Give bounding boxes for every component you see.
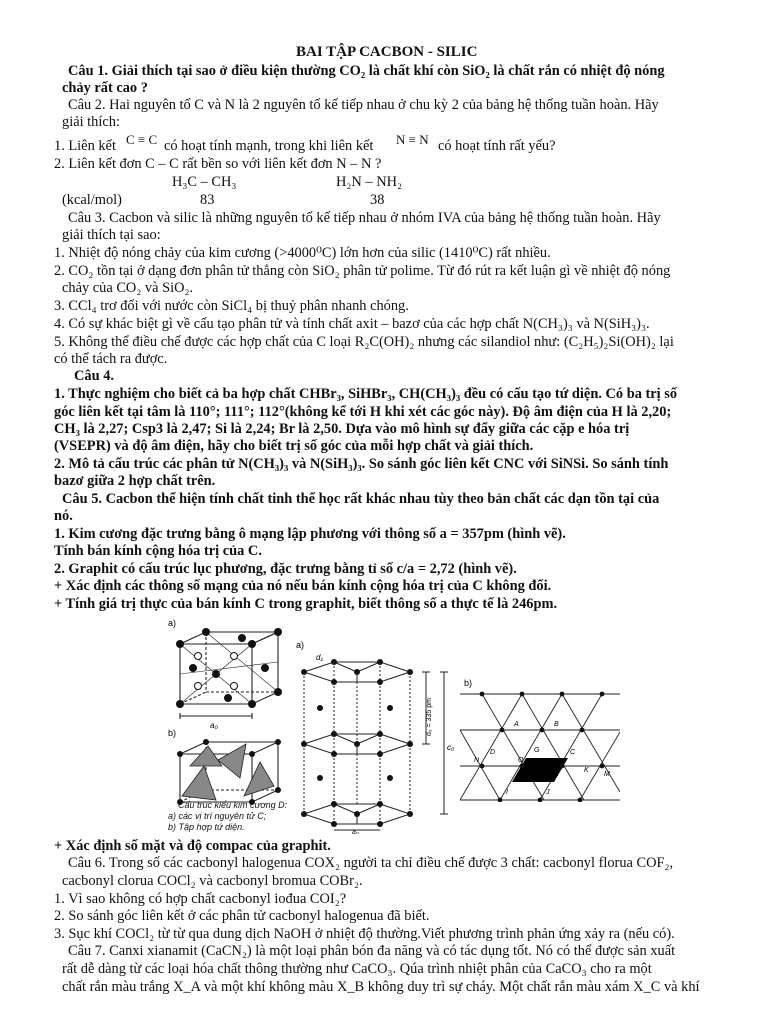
- diamond-structure-figure: [160, 616, 290, 834]
- question-7-line-1: Câu 7. Canxi xianamit (CaCN₂) là một loại phân bón đa năng và có tác dụng tốt. Nó có thể được sản xuất: [68, 943, 676, 959]
- triple-bond-cc-formula: C ≡ C: [126, 132, 158, 147]
- graphite-layer-plan-figure: [460, 672, 620, 802]
- question-6-line-2: cacbonyl clorua COCl₂ và cacbonyl bromua COBr₂.: [62, 873, 363, 889]
- ethane-bond-energy: 83: [200, 192, 215, 208]
- question-4-item-2-line-2: bazơ giữa 2 hợp chất trên.: [54, 473, 216, 489]
- question-3-item-5-line-2: có thể tách ra được.: [54, 351, 168, 367]
- graphite-label-a0: a₀: [352, 829, 359, 834]
- question-3-item-2-line-1: 2. CO₂ tồn tại ở dạng đơn phân tử thẳng còn SiO₂ phân tử polime. Từ đó rút ra kết luận gì về nhiệt độ nóng: [54, 263, 671, 279]
- graphite-plan-label-I: I: [506, 789, 508, 796]
- question-1-line-2: chảy rất cao ?: [62, 80, 148, 96]
- graphite-label-d1: d₁: [316, 653, 323, 662]
- question-3-item-3: 3. CCl₄ trơ đối với nước còn SiCl₄ bị thuỷ phân nhanh chóng.: [54, 298, 409, 314]
- question-2-item-1-end: có hoạt tính rất yếu?: [438, 138, 556, 154]
- question-5-item-2-task-3: + Xác định số mặt và độ compac của graphit.: [54, 838, 331, 854]
- question-5-line-2: nó.: [54, 508, 73, 524]
- graphite-layer-plan-drawing: [460, 672, 620, 802]
- question-3-item-5-line-1: 5. Không thể điều chế được các hợp chất của C loại R₂C(OH)₂ nhưng các silandiol như: (C₂H₅)₂Si(OH)₂ lại: [54, 334, 674, 350]
- question-5-item-1-task: Tính bán kính cộng hóa trị của C.: [54, 543, 262, 559]
- diamond-label-a0: a₀: [210, 721, 218, 730]
- question-4-item-1-line-3: CH₃ là 2,27; Csp3 là 2,47; Si là 2,24; Br là 2,50. Dựa vào mô hình sự đẩy giữa các cặp e hóa trị: [54, 421, 630, 437]
- graphite-plan-label-E: E: [554, 771, 559, 778]
- question-3-line-1: Câu 3. Cacbon và silic là những nguyên tố kế tiếp nhau ở nhóm IVA của bảng hệ thống tuần hoàn. Hãy: [68, 210, 661, 226]
- graphite-plan-label-K: K: [584, 767, 589, 774]
- question-3-line-2: giải thích tại sao:: [62, 227, 161, 243]
- graphite-label-c0: c₀: [447, 743, 455, 752]
- graphite-plan-label-b: b): [464, 678, 473, 688]
- diamond-caption-line-3: b) Tập hợp tứ diện.: [168, 822, 245, 832]
- question-3-item-2-line-2: chảy của CO₂ và SiO₂.: [62, 280, 194, 296]
- diamond-label-b: b): [168, 728, 177, 738]
- question-6-item-2: 2. So sánh góc liên kết ở các phân tử cacbonyl halogenua đã biết.: [54, 908, 430, 924]
- question-5-line-1: Câu 5. Cacbon thể hiện tính chất tinh thể học rất khác nhau tùy theo bản chất các dạn tồn tại của: [62, 491, 660, 507]
- question-6-item-3: 3. Sục khí COCl₂ từ từ qua dung dịch NaOH ở nhiệt độ thường.Viết phương trình phản ứng xảy ra (nếu có).: [54, 926, 675, 942]
- hydrazine-bond-energy: 38: [370, 192, 385, 208]
- question-4-item-1-line-2: góc liên kết tại tâm là 110°; 111°; 112°(không kể tới H khi xét các góc này). Độ âm điện của H là 2,20;: [54, 404, 672, 420]
- graphite-plan-label-C: C: [570, 749, 576, 756]
- question-4-item-2-line-1: 2. Mô tả cấu trúc các phân tử N(CH₃)₃ và N(SiH₃)₃. So sánh góc liên kết CNC với SiNSi. So sánh tính: [54, 456, 669, 472]
- question-2-line-2: giải thích:: [62, 114, 120, 130]
- graphite-plan-label-M: M: [604, 771, 610, 778]
- question-7-line-3: chất rắn màu trắng X_A và một khí không màu X_B không duy trì sự cháy. Một chất rắn màu xám X_C và khí: [62, 979, 700, 995]
- question-7-line-2: rất dễ dàng từ các loại hóa chất thông thường như CaCO₃. Qúa trình nhiệt phân của CaCO₃ cho ra một: [62, 961, 652, 977]
- question-2-item-1-start: 1. Liên kết: [54, 138, 116, 154]
- question-6-line-1: Câu 6. Trong số các cacbonyl halogenua COX₂ người ta chỉ điều chế được 3 chất: cacbonyl florua COF₂,: [68, 855, 674, 871]
- question-2-line-1: Câu 2. Hai nguyên tố C và N là 2 nguyên tố kế tiếp nhau ở chu kỳ 2 của bảng hệ thống tuần hoàn. Hãy: [68, 97, 659, 113]
- question-4-item-1-line-1: 1. Thực nghiệm cho biết cả ba hợp chất CHBr₃, SiHBr₃, CH(CH₃)₃ đều có cấu tạo tứ diện. Có ba trị số: [54, 386, 678, 402]
- question-5-item-2: 2. Graphit có cấu trúc lục phương, đặc trưng bằng tỉ số c/a = 2,72 (hình vẽ).: [54, 561, 517, 577]
- graphite-plan-label-G: G: [534, 747, 540, 754]
- question-5-item-2-task-1: + Xác định các thông số mạng của nó nếu bán kính cộng hóa trị của C không đổi.: [54, 578, 552, 594]
- hydrazine-formula: H₂N – NH₂: [336, 174, 402, 190]
- diamond-label-a: a): [168, 618, 177, 628]
- graphite-plan-label-J: J: [546, 789, 550, 796]
- document-title: BAI TẬP CACBON - SILIC: [296, 44, 478, 60]
- question-4-heading: Câu 4.: [74, 368, 114, 384]
- ethane-formula: H₃C – CH₃: [172, 174, 237, 190]
- graphite-label-d2: d₂ = 335 pm: [426, 698, 433, 736]
- question-5-item-1: 1. Kim cương đặc trưng bằng ô mạng lập phương với thông số a = 357pm (hình vẽ).: [54, 526, 566, 542]
- question-2-item-1-middle: có hoạt tính mạnh, trong khi liên kết: [164, 138, 374, 154]
- question-3-item-4: 4. Có sự khác biệt gì về cấu tạo phân tử và tính chất axit – bazơ của các hợp chất N(CH₃)₃ và N(SiH₃)₃.: [54, 316, 650, 332]
- graphite-plan-label-D: D: [490, 749, 496, 756]
- diamond-caption-line-2: a) các vị trí nguyên tử C;: [168, 811, 267, 821]
- graphite-label-a: a): [296, 640, 305, 650]
- question-2-item-2: 2. Liên kết đơn C – C rất bền so với liên kết đơn N – N ?: [54, 156, 382, 172]
- graphite-layers-figure: [290, 638, 458, 834]
- question-1-line-1: Câu 1. Giải thích tại sao ở điều kiện thường CO₂ là chất khí còn SiO₂ là chất rắn có nhiệt độ nóng: [68, 63, 665, 79]
- graphite-plan-label-B: B: [554, 721, 559, 728]
- energy-unit-label: (kcal/mol): [62, 192, 122, 208]
- question-4-item-1-line-4: (VSEPR) và độ âm điện, hãy cho biết trị số góc của mỗi hợp chất và giải thích.: [54, 438, 534, 454]
- question-5-item-2-task-2: + Tính giá trị thực của bán kính C trong graphit, biết thông số a thực tế là 246pm.: [54, 596, 558, 612]
- graphite-plan-label-O: O: [518, 757, 524, 764]
- question-3-item-1: 1. Nhiệt độ nóng chảy của kim cương (>4000⁰C) lớn hơn của silic (1410⁰C) rất nhiều.: [54, 245, 551, 261]
- question-6-item-1: 1. Vì sao không có hợp chất cacbonyl iođua COI₂?: [54, 891, 347, 907]
- graphite-layers-drawing: [290, 638, 458, 834]
- triple-bond-nn-formula: N ≡ N: [396, 132, 429, 147]
- diamond-caption-line-1: Cấu trúc kiểu kim cương D:: [178, 800, 288, 810]
- graphite-plan-label-A: A: [514, 721, 519, 728]
- graphite-plan-label-N: N: [474, 757, 480, 764]
